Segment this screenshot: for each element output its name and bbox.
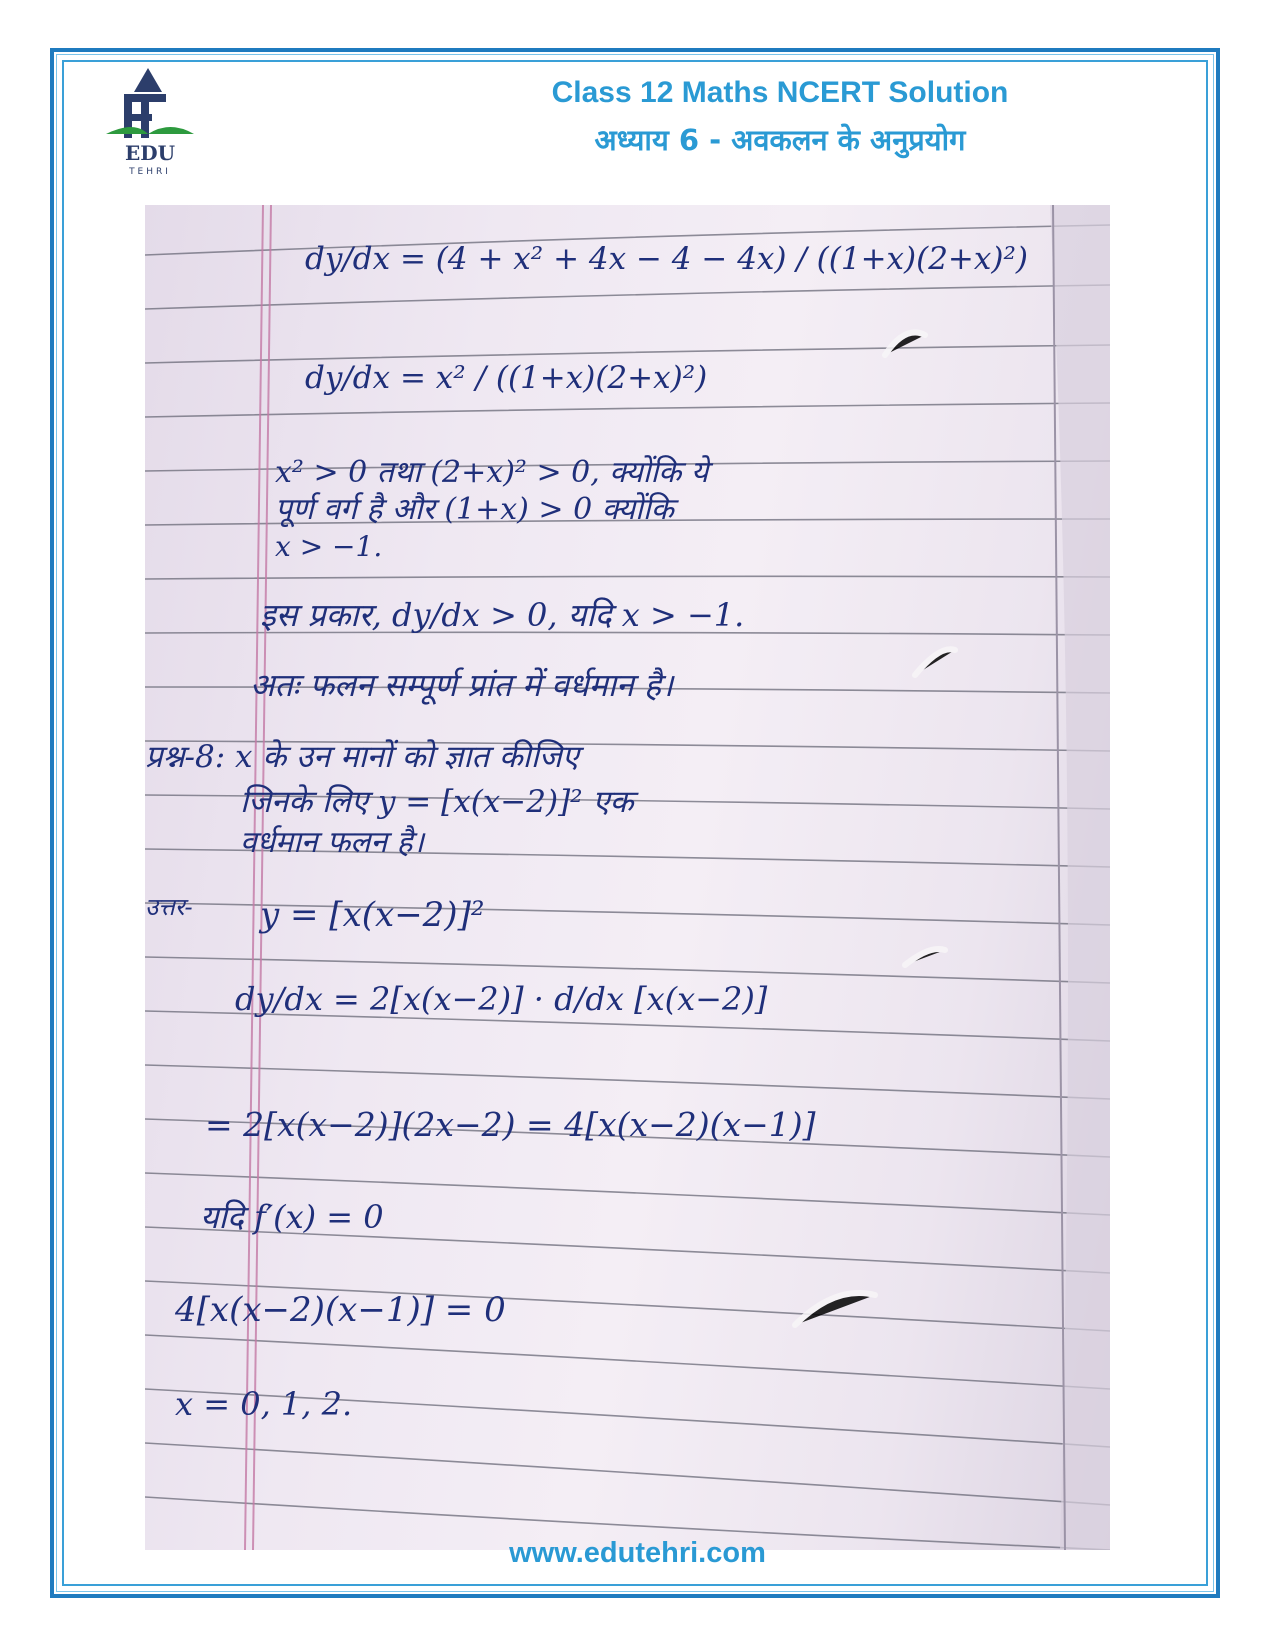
note-line-12: dy/dx = 2[x(x−2)] · d/dx [x(x−2)]	[235, 980, 768, 1018]
page-title: Class 12 Maths NCERT Solution	[551, 76, 1009, 109]
note-line-10: वर्धमान फलन है।	[240, 825, 424, 860]
website-link[interactable]: www.edutehri.com	[509, 1537, 766, 1569]
edutehri-logo	[104, 68, 200, 180]
note-line-1: dy/dx = (4 + x² + 4x − 4 − 4x) / ((1+x)(2+x)²)	[305, 241, 1029, 277]
notebook-photo	[145, 205, 1110, 1550]
note-line-6: इस प्रकार, dy/dx > 0, यदि x > −1.	[260, 596, 745, 634]
logo-small-text: TEHRI	[129, 167, 171, 177]
chapter-subtitle: अध्याय 6 - अवकलन के अनुप्रयोग	[594, 123, 966, 157]
logo-text: EDU	[124, 141, 176, 165]
note-line-9: जिनके लिए y = [x(x−2)]² एक	[240, 784, 634, 820]
note-line-8: प्रश्न-8: x के उन मानों को ज्ञात कीजिए	[145, 739, 579, 775]
note-line-7: अतः फलन सम्पूर्ण प्रांत में वर्धमान है।	[250, 666, 674, 704]
note-line-16: x = 0, 1, 2.	[175, 1385, 353, 1423]
note-line-13: = 2[x(x−2)](2x−2) = 4[x(x−2)(x−1)]	[205, 1105, 816, 1144]
note-line-2: dy/dx = x² / ((1+x)(2+x)²)	[305, 360, 708, 396]
ruled-lines	[145, 205, 1110, 1550]
note-line-5: x > −1.	[275, 530, 383, 563]
note-line-15: 4[x(x−2)(x−1)] = 0	[175, 1290, 506, 1330]
logo-graphic	[104, 68, 200, 180]
note-line-14: यदि f′(x) = 0	[200, 1198, 384, 1236]
note-line-4: पूर्ण वर्ग है और (1+x) > 0 क्योंकि	[275, 492, 674, 527]
note-answer-label: उत्तर-	[145, 893, 193, 921]
note-line-3: x² > 0 तथा (2+x)² > 0, क्योंकि ये	[275, 455, 709, 490]
note-line-11: y = [x(x−2)]²	[260, 895, 485, 935]
